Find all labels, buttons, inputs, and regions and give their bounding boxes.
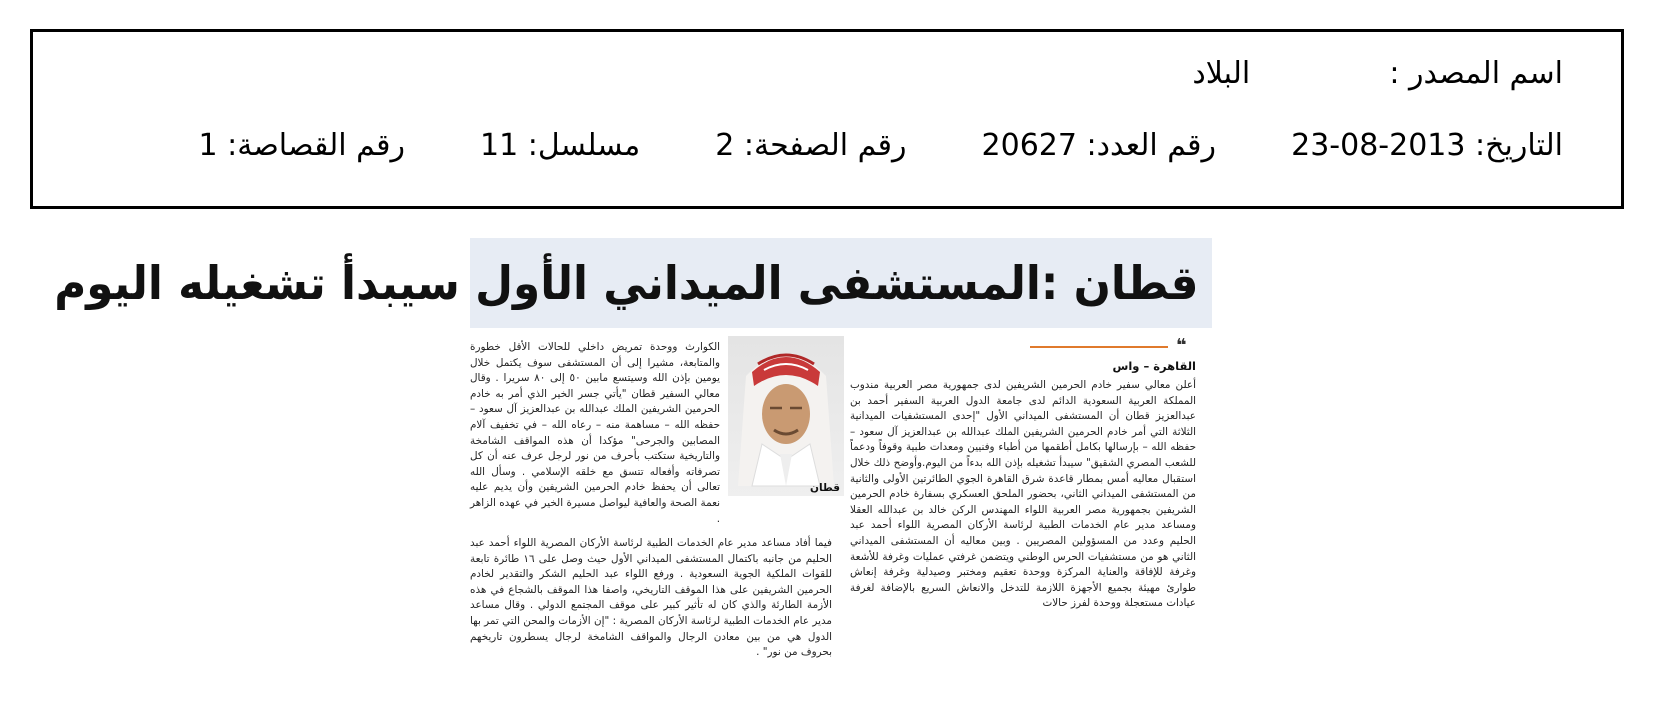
page-label: رقم الصفحة: [743, 128, 907, 163]
serial-label: مسلسل: [527, 128, 641, 163]
source-metadata-box [30, 29, 1624, 209]
source-value: البلاد [1192, 56, 1251, 91]
clip-value: 1 [198, 128, 218, 163]
article-headline: قطان :المستشفى الميداني الأول سيبدأ تشغيله اليوم [53, 256, 1198, 310]
newspaper-clipping [53, 238, 1212, 690]
portrait-icon [728, 336, 844, 496]
issue-value: 20627 [981, 128, 1077, 163]
serial-value: 11 [480, 128, 519, 163]
details-line [199, 128, 1564, 164]
page-value: 2 [715, 128, 735, 163]
article-dateline: القاهرة – واس [1112, 359, 1196, 373]
source-label: اسم المصدر : [1389, 56, 1563, 91]
article-paragraph: أعلن معالي سفير خادم الحرمين الشريفين لدى جمهورية مصر العربية مندوب المملكة العربية السعودية الدائم لدى جامعة الدول العربية السفير أحمد بن عبدالعزيز قطان أن المستشفى الميداني الأول "إحدى المستشفيات الميدانية الثلاثة التي أمر خادم الحرمين الشريفين الملك عبدالله بن عبدالعزيز آل سعود – حفظه الله – بإرسالها بكامل أطقمها من أطباء وفنيين ومعدات طبية وقوفاً ودعماً للشعب المصري الشقيق" سيبدأ تشغيله بإذن الله بدءاً من اليوم.وأوضح ذلك خلال استقبال معاليه أمس بمطار قاعدة شرق القاهرة الجوي الطائرتين الأولى والثانية من المستشفى الميداني الثاني، بحضور الملحق العسكري بسفارة خادم الحرمين الشريفين بجمهورية مصر العربية اللواء المهندس الركن خالد بن عبدالله العقلا ومساعد مدير عام الخدمات الطبية لرئاسة الأركان المصرية اللواء أحمد عبد الحليم وعدد من المسؤولين المصريين . وبين معاليه أن المستشفى الميداني الثاني هو من مستشفيات الحرس الوطني ويتضمن غرفتي عمليات وغرفة للأشعة وغرفة للإفاقة والعناية المركزة ووحدة تعقيم ومختبر وصيدلية وغرفة إنعاش طوارئ مهيئة بجميع الأجهزة اللازمة للتدخل والانعاش السريع بالإضافة لغرفة عيادات مستعجلة ووحدة لفرز حالات [850, 379, 1196, 610]
source-line [1192, 56, 1563, 92]
photo-caption: قطان [809, 482, 840, 494]
headline-band [53, 238, 1212, 328]
portrait-photo [728, 336, 844, 496]
issue-label: رقم العدد: [1086, 128, 1217, 163]
clip-label: رقم القصاصة: [227, 128, 405, 163]
date-value: 23-08-2013 [1291, 128, 1466, 163]
date-label: التاريخ: [1475, 128, 1563, 163]
quote-mark-icon: ❝ [1176, 335, 1187, 356]
article-column-left-bottom [470, 536, 832, 690]
article-paragraph: فيما أفاد مساعد مدير عام الخدمات الطبية لرئاسة الأركان المصرية اللواء أحمد عبد الحليم من جانبه باكتمال المستشفى الميداني الأول حيث وصل على ١٦ طائرة تابعة للقوات الملكية الجوية السعودية . ورفع اللواء عبد الحليم الشكر والتقدير لخادم الحرمين الشريفين على هذا الموقف التاريخي، واصفا هذا الموقف بالشجاع في هذه الأزمة الطارئة والذي كان له تأثير كبير على موقف المجتمع الدولي . وقال مساعد مدير عام الخدمات الطبية لرئاسة الأركان المصرية : "إن الأزمات والمحن التي تمر بها الدول هي من بين معادن الرجال والمواقف الشامخة لرجال يسطرون تاريخهم بحروف من نور" . [470, 537, 832, 659]
article-column-left-top [470, 340, 720, 536]
article-column-right [850, 378, 1196, 690]
accent-rule [1030, 346, 1168, 348]
article-paragraph: الكوارث ووحدة تمريض داخلي للحالات الأقل خطورة والمتابعة، مشيرا إلى أن المستشفى سوف يكتمل خلال يومين بإذن الله وسيتسع مابين ٥٠ إلى ٨٠ سريرا . وقال معالي السفير قطان "يأتي جسر الخير الذي أمر به خادم الحرمين الشريفين الملك عبدالله بن عبدالعزيز آل سعود – حفظه الله – مساهمة منه – رعاه الله – في تخفيف آلام المصابين والجرحى" مؤكدا أن هذه المواقف الشامخة والتاريخية ستكتب بأحرف من نور لرجل عرف عنه أن كل تصرفاته وأفعاله تتسق مع خلقه الإسلامي . وسأل الله تعالى أن يحفظ خادم الحرمين الشريفين وأن يديم عليه نعمة الصحة والعافية ليواصل مسيرة الخير في عهده الزاهر . [470, 341, 720, 525]
